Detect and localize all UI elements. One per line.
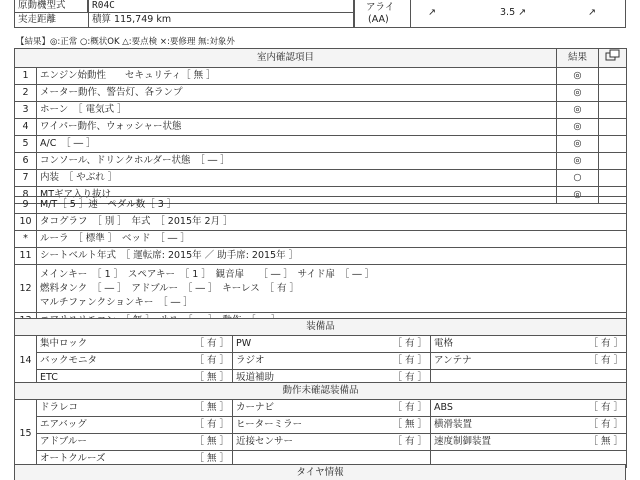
inspection-item: 内装 ［ やぶれ ］ [37,170,557,187]
inspection-note [599,153,627,170]
spec-text: タコグラフ ［ 別 ］ 年式 ［ 2015年 2月 ］ [37,214,627,231]
equipment-value: ［ 無 ］ [565,434,627,451]
equipment-name: ETC [37,370,171,387]
inspection-row [15,85,627,102]
inspection-item: ホーン ［ 電気式 ］ [37,102,557,119]
inspection-item: MTギア入り抜け [37,187,557,204]
equipment-name: 電格 [431,336,565,353]
engine-model-label: 原動機型式 [18,0,66,11]
equipment-value: ［ 無 ］ [171,434,233,451]
equipment-name: オートクルーズ [37,451,171,468]
inspection-note [599,68,627,85]
spec-row-10 [15,214,627,231]
key-info-line-3: マルチファンクションキー ［ ― ］ [40,297,193,308]
legend: 【結果】◎:正常 ○:概状OK △:要点検 ×:要修理 無:対象外 [16,37,235,47]
equipment-name: エアバッグ [37,417,171,434]
mileage-value: 積算 115,749 km [92,14,172,25]
equipment-name: 坂道補助 [233,370,369,387]
spec-row-star [15,231,627,248]
equipment-name: ヒーターミラー [233,417,369,434]
mileage-label: 実走距離 [18,14,57,25]
inspection-row [15,170,627,187]
engine-model-value: R04C [92,0,115,11]
equipment-value: ［ 無 ］ [171,370,233,387]
row-number: 11 [15,248,37,265]
inspection-row [15,119,627,136]
equipment-value: ［ 有 ］ [565,353,627,370]
inspection-result: ◎ [557,119,599,136]
key-info-line-2: 燃料タンク ［ ― ］ アドブルー ［ ― ］ キーレス ［ 有 ］ [40,283,300,294]
equipment-value: ［ 有 ］ [369,400,431,417]
row-number: 5 [15,136,37,153]
equipment-row [15,336,627,353]
spec-text: M/T［ 5 ］速 ペダル数［ 3 ］ [37,197,627,214]
row-number: 10 [15,214,37,231]
row-number: 8 [15,187,37,204]
equipment-name: ラジオ [233,353,369,370]
alignment-value-1: ↗ [428,7,436,18]
inspection-result: ◎ [557,102,599,119]
equipment-value: ［ 無 ］ [171,400,233,417]
inspection-item: メーター動作、警告灯、各ランプ [37,85,557,102]
inspection-result: ◎ [557,85,599,102]
equipment-row [15,417,627,434]
equipment-name: ドラレコ [37,400,171,417]
equipment-name: 集中ロック [37,336,171,353]
inspection-note [599,136,627,153]
divider [410,0,411,28]
inspection-result: ◎ [557,68,599,85]
row-number: 15 [15,400,37,468]
equipment-name: バックモニタ [37,353,171,370]
inspection-row [15,153,627,170]
equipment-row [15,353,627,370]
result-header: 結果 [557,49,599,68]
alignment-sub: (AA) [368,14,389,25]
equipment-value: ［ 有 ］ [369,336,431,353]
equipment-name: カーナビ [233,400,369,417]
inspection-item: A/C ［ ― ］ [37,136,557,153]
equipment-value: ［ 有 ］ [369,353,431,370]
row-number: 2 [15,85,37,102]
inspection-header-row [15,49,627,68]
equipment-row [15,400,627,417]
row-number: 7 [15,170,37,187]
key-info-line-1: メインキー ［ 1 ］ スペアキー ［ 1 ］ 観音扉 ［ ― ］ サイド扉 ［ ― ］ [40,269,375,280]
equipment-value: ［ 有 ］ [171,417,233,434]
equipment-name: 速度制御装置 [431,434,565,451]
inspection-note [599,102,627,119]
equipment-value: ［ 有 ］ [565,336,627,353]
unverified-header-row [15,383,627,400]
spec-row-9 [15,197,627,214]
equipment-row [15,434,627,451]
spec-row-11 [15,248,627,265]
inspection-result: ◎ [557,187,599,204]
row-number: * [15,231,37,248]
row-number: 1 [15,68,37,85]
row-number: 6 [15,153,37,170]
equipment-value: ［ 無 ］ [369,417,431,434]
inspection-result: ◎ [557,136,599,153]
inspection-item: エンジン始動性 セキュリティ［ 無 ］ [37,68,557,85]
equipment-header-row [15,319,627,336]
inspection-table [14,48,627,204]
spec-text: シートベルト年式 ［ 運転席: 2015年 ／ 助手席: 2015年 ］ [37,248,627,265]
row-number: 12 [15,265,37,313]
inspection-row [15,68,627,85]
inspection-header: 室内確認項目 [15,49,557,68]
inspection-result: ○ [557,170,599,187]
tire-header: タイヤ情報 [14,464,626,480]
inspection-note [599,119,627,136]
row-number: 3 [15,102,37,119]
row-number: 4 [15,119,37,136]
equipment-name: アドブルー [37,434,171,451]
unverified-table [14,382,627,468]
equipment-header: 装備品 [15,319,627,336]
spec-text: ルーラ ［ 標準 ］ ベッド ［ ― ］ [37,231,627,248]
doc-stack-icon-svg [605,49,621,61]
equipment-name: アンテナ [431,353,565,370]
inspection-item: ワイパー動作、ウォッシャー状態 [37,119,557,136]
equipment-value: ［ 有 ］ [171,336,233,353]
equipment-name: 横滑装置 [431,417,565,434]
equipment-name: 近接センサー [233,434,369,451]
row-number: 9 [15,197,37,214]
equipment-name: ABS [431,400,565,417]
equipment-value: ［ 有 ］ [171,353,233,370]
mileage-row [14,12,354,28]
unverified-header: 動作未確認装備品 [15,383,627,400]
inspection-note [599,85,627,102]
alignment-value-2: 3.5 ↗ [500,7,527,18]
equipment-value: ［ 有 ］ [565,417,627,434]
alignment-value-3: ↗ [588,7,596,18]
equipment-value: ［ 有 ］ [369,434,431,451]
key-info-cell [37,265,627,313]
inspection-row [15,102,627,119]
alignment-block [354,0,626,28]
equipment-table [14,318,627,387]
spec-table [14,196,627,330]
inspection-note [599,170,627,187]
row-number: 14 [15,336,37,387]
equipment-value: ［ 有 ］ [369,370,431,387]
divider [88,0,89,28]
inspection-result: ◎ [557,153,599,170]
equipment-name: PW [233,336,369,353]
equipment-value: ［ 無 ］ [171,451,233,468]
alignment-label: アライ [366,2,395,13]
spec-row-12 [15,265,627,313]
doc-stack-icon [599,49,627,68]
inspection-row [15,136,627,153]
equipment-value: ［ 有 ］ [565,400,627,417]
inspection-item: コンソール、ドリンクホルダー状態 ［ ― ］ [37,153,557,170]
